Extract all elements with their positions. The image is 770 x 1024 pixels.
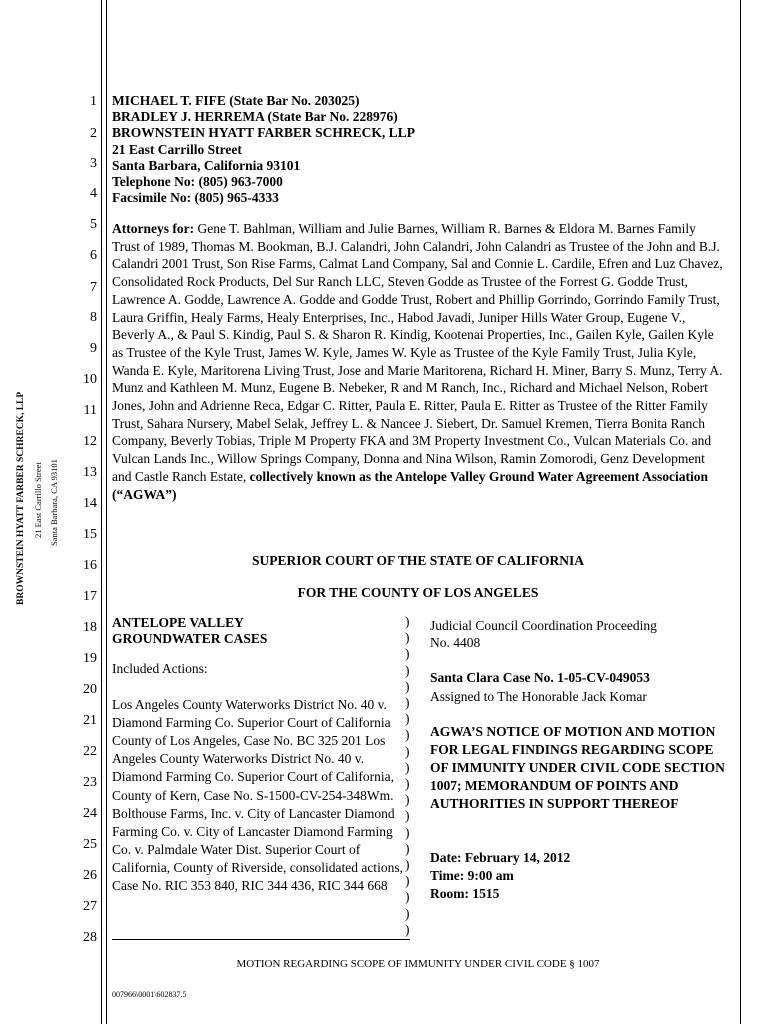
hearing-time: Time: 9:00 am (430, 868, 514, 883)
line-number: 6 (90, 248, 97, 263)
header-line: BRADLEY J. HERREMA (State Bar No. 228976) (112, 109, 398, 125)
line-number: 14 (83, 496, 97, 511)
line-number: 1 (90, 94, 97, 109)
paren: ) (405, 630, 410, 646)
document-id: 007966\0001\602837.5 (112, 990, 187, 999)
attorneys-for-collective: collectively known as the Antelope Valley Ground Water Agreement Association (“AGWA”) (112, 468, 708, 502)
line-number: 7 (90, 280, 97, 295)
paren: ) (405, 743, 410, 759)
paren: ) (405, 759, 410, 775)
paren: ) (405, 727, 410, 743)
margin-rule-right (740, 0, 741, 1024)
case-number: Santa Clara Case No. 1-05-CV-049053 (430, 670, 650, 685)
line-number: 12 (83, 434, 97, 449)
proceeding-line2: No. 4408 (430, 635, 481, 650)
court-county: FOR THE COUNTY OF LOS ANGELES (297, 585, 539, 600)
coordination-proceeding (430, 617, 730, 651)
paren: ) (405, 824, 410, 840)
case-title-line2: GROUNDWATER CASES (112, 631, 268, 646)
header-line: Facsimile No: (805) 965-4333 (112, 190, 279, 206)
footer-title: MOTION REGARDING SCOPE OF IMMUNITY UNDER CIVIL CODE § 1007 (236, 958, 600, 970)
line-number: 25 (83, 837, 97, 852)
hearing-date: Date: February 14, 2012 (430, 850, 571, 865)
margin-rule-left (101, 0, 102, 1024)
margin-rule-inner (106, 0, 107, 1024)
line-number: 4 (90, 186, 97, 201)
paren: ) (405, 889, 410, 905)
line-number: 9 (90, 341, 97, 356)
line-number: 18 (83, 620, 97, 635)
line-number: 5 (90, 217, 97, 232)
line-number: 23 (83, 775, 97, 790)
line-number: 16 (83, 558, 97, 573)
line-number: 28 (83, 930, 97, 945)
line-number: 10 (83, 372, 97, 387)
paren: ) (405, 776, 410, 792)
paren: ) (405, 695, 410, 711)
line-number: 2 (90, 126, 97, 141)
line-number: 20 (83, 682, 97, 697)
paren: ) (405, 840, 410, 856)
attorneys-for-body: Gene T. Bahlman, William and Julie Barnes, William R. Barnes & Eldora M. Barnes Family Trust of 1989, Thomas M. Bookman, B.J. Calandri, John Calandri, John Calandri as Trustee of the John and B.J. Calandri 2001 Trust, Son Rise Farms, Calmat Land Company, Sal and Connie L. Cardile, Efren and Luz Chavez, Consolidated Rock Products, Del Sur Ranch LLC, Steven Godde as Trustee of the Forrest G. Godde Trust, Lawrence A. Godde, Lawrence A. Godde and Godde Trust, Robert and Phillip Gorrindo, Gorrindo Family Trust, Laura Griffin, Healy Farms, Healy Enterprises, Inc., Habod Javadi, Juniper Hills Water Group, Eugene V., Beverly A., & Paul S. Kindig, Paul S. & Sharon R. Kindig, Kootenai Properties, Inc., Gailen Kyle, Gailen Kyle as Trustee of the Kyle Trust, James W. Kyle, James W. Kyle as Trustee of the Kyle Family Trust, Julia Kyle, Wanda E. Kyle, Maritorena Living Trust, Jose and Marie Maritorena, Richard H. Miner, Barry S. Munz, Terry A. Munz and Kathleen M. Munz, Eugene B. Nebeker, R and M Ranch, Inc., Richard and Michael Nelson, Robert Jones, John and Adrienne Reca, Edgar C. Ritter, Paula E. Ritter, Paula E. Ritter as Trustee of the Ritter Family Trust, Sahara Nursery, Mabel Selak, Jeffrey L. & Nancee J. Siebert, Dr. Samuel Kremen, Tierra Bonita Ranch Company, Beverly Tobias, Triple M Property FKA and 3M Property Investment Co., Vulcan Materials Co. and Vulcan Lands Inc., Willow Springs Company, Donna and Nina Wilson, Ramin Zomorodi, Genz Development and Castle Ranch Estate, (112, 221, 723, 484)
header-line: Santa Barbara, California 93101 (112, 157, 301, 173)
header-line: BROWNSTEIN HYATT FARBER SCHRECK, LLP (112, 125, 415, 141)
paren: ) (405, 905, 410, 921)
hearing-room: Room: 1515 (430, 886, 500, 901)
paren: ) (405, 873, 410, 889)
motion-title: AGWA’S NOTICE OF MOTION AND MOTION FOR LEGAL FINDINGS REGARDING SCOPE OF IMMUNITY UNDER CIVIL CODE SECTION 1007; MEMORANDUM OF POINTS AND AUTHORITIES IN SUPPORT THEREOF (430, 724, 725, 811)
caption-left (112, 615, 410, 895)
margin-firm-name: BROWNSTEIN HYATT FARBER SCHRECK, LLP (16, 391, 26, 605)
attorney-header (112, 93, 415, 206)
margin-firm-street: 21 East Carrillo Street (33, 462, 43, 538)
hearing-info (430, 849, 730, 903)
paren: ) (405, 614, 410, 629)
line-number: 8 (90, 310, 97, 325)
paren: ) (405, 678, 410, 694)
line-number: 13 (83, 465, 97, 480)
proceeding-line1: Judicial Council Coordination Proceeding (430, 618, 657, 633)
paren: ) (405, 711, 410, 727)
case-title-line1: ANTELOPE VALLEY (112, 615, 244, 630)
line-number: 27 (83, 899, 97, 914)
assigned-judge: Assigned to The Honorable Jack Komar (430, 689, 647, 704)
header-line: 21 East Carrillo Street (112, 141, 242, 157)
line-number: 21 (83, 713, 97, 728)
paren: ) (405, 857, 410, 873)
line-number: 17 (83, 589, 97, 604)
line-number: 19 (83, 651, 97, 666)
margin-firm-city: Santa Barbara, CA 93101 (49, 459, 59, 546)
header-line: MICHAEL T. FIFE (State Bar No. 203025) (112, 93, 360, 108)
included-actions-label: Included Actions: (112, 661, 208, 676)
line-number: 24 (83, 806, 97, 821)
line-number: 11 (83, 403, 97, 418)
paren: ) (405, 921, 410, 937)
header-line: Telephone No: (805) 963-7000 (112, 174, 283, 190)
line-number: 3 (90, 156, 97, 171)
included-actions-text: Los Angeles County Waterworks District No. 40 v. Diamond Farming Co. Superior Court of California County of Los Angeles, Case No. BC 325 201 Los Angeles County Waterworks District No. 40 v. Diamond Farming Co. Superior Court of California, County of Kern, Case No. S-1500-CV-254-348Wm. Bolthouse Farms, Inc. v. City of Lancaster Diamond Farming Co. v. City of Lancaster Diamond Farming Co. v. Palmdale Water Dist. Superior Court of California, County of Riverside, consolidated actions, Case No. RIC 353 840, RIC 344 436, RIC 344 668 (112, 697, 403, 894)
paren: ) (405, 808, 410, 824)
attorneys-for-paragraph (112, 220, 727, 503)
caption-parentheses (405, 614, 410, 938)
line-number: 22 (83, 744, 97, 759)
paren: ) (405, 662, 410, 678)
court-name: SUPERIOR COURT OF THE STATE OF CALIFORNIA (251, 553, 585, 568)
line-number: 15 (83, 527, 97, 542)
caption-underline (112, 939, 410, 940)
paren: ) (405, 792, 410, 808)
attorneys-for-label: Attorneys for: (112, 221, 195, 236)
paren: ) (405, 646, 410, 662)
line-number: 26 (83, 868, 97, 883)
